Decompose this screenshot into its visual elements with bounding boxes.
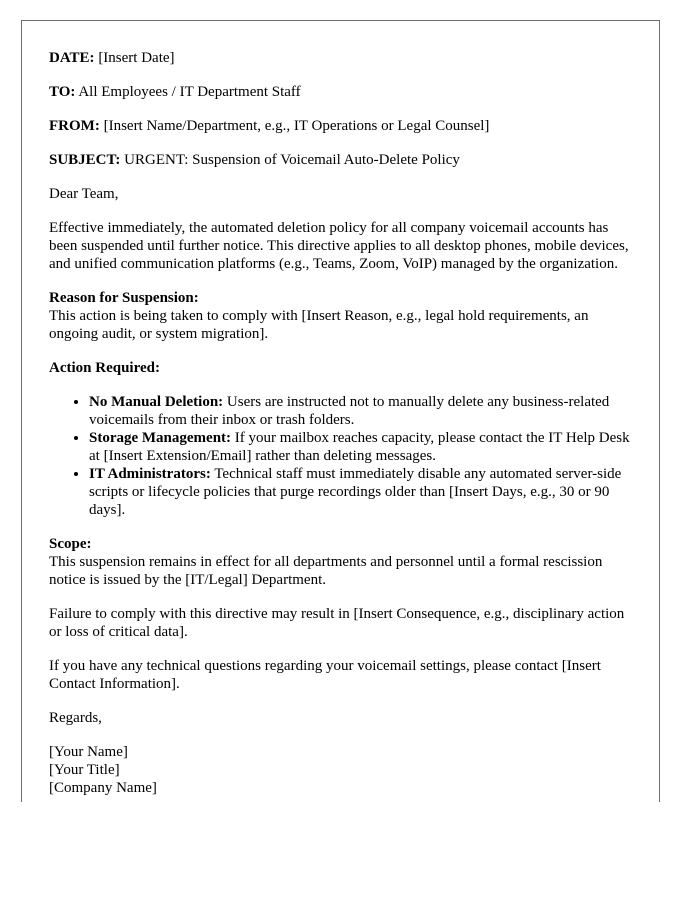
subject-line [49,151,639,169]
consequence-paragraph: Failure to comply with this directive may result in [Insert Consequence, e.g., disciplinary action or loss of critical data]. [49,606,625,640]
list-item [89,393,639,429]
greeting: Dear Team, [49,186,119,202]
action-label: No Manual Deletion: [89,394,224,410]
reason-text: This action is being taken to comply with [Insert Reason, e.g., legal hold requirements, an ongoing audit, or system migration]. [49,308,589,342]
closing: Regards, [49,710,102,726]
intro-paragraph: Effective immediately, the automated deletion policy for all company voicemail accounts has been suspended until further notice. This directive applies to all desktop phones, mobile devices, and unified communication platforms (e.g., Teams, Zoom, VoIP) managed by the organization. [49,220,629,272]
list-item [89,465,639,519]
list-item [89,429,639,465]
to-line [49,83,639,101]
signature-block [49,743,639,797]
from-value: [Insert Name/Department, e.g., IT Operations or Legal Counsel] [103,118,490,134]
reason-section [49,289,639,343]
signature-title: [Your Title] [49,762,120,778]
from-line [49,117,639,135]
action-title-line [49,359,639,377]
scope-title: Scope: [49,536,92,552]
signature-company: [Company Name] [49,780,157,796]
subject-value: URGENT: Suspension of Voicemail Auto-Delete Policy [124,152,460,168]
subject-label: SUBJECT: [49,152,121,168]
scope-text: This suspension remains in effect for all departments and personnel until a formal rescission notice is issued by the [IT/Legal] Department. [49,554,603,588]
action-label: Storage Management: [89,430,232,446]
date-label: DATE: [49,50,95,66]
action-text: Users are instructed not to manually delete any business-related voicemails from their inbox or trash folders. [89,394,610,428]
action-title: Action Required: [49,360,160,376]
to-value: All Employees / IT Department Staff [78,84,301,100]
reason-title: Reason for Suspension: [49,290,199,306]
contact-paragraph: If you have any technical questions regarding your voicemail settings, please contact [Insert Contact Information]. [49,658,601,692]
action-text: If your mailbox reaches capacity, please contact the IT Help Desk at [Insert Extension/Email] rather than deleting messages. [89,430,630,464]
action-label: IT Administrators: [89,466,211,482]
from-label: FROM: [49,118,100,134]
date-line [49,49,639,67]
action-list [49,393,639,519]
action-text: Technical staff must immediately disable any automated server-side scripts or lifecycle policies that purge recordings older than [Insert Days, e.g., 30 or 90 days]. [89,466,622,518]
signature-name: [Your Name] [49,744,128,760]
date-value: [Insert Date] [98,50,175,66]
scope-section [49,535,639,589]
to-label: TO: [49,84,76,100]
memo-content [49,49,639,802]
memo-page [21,20,660,802]
